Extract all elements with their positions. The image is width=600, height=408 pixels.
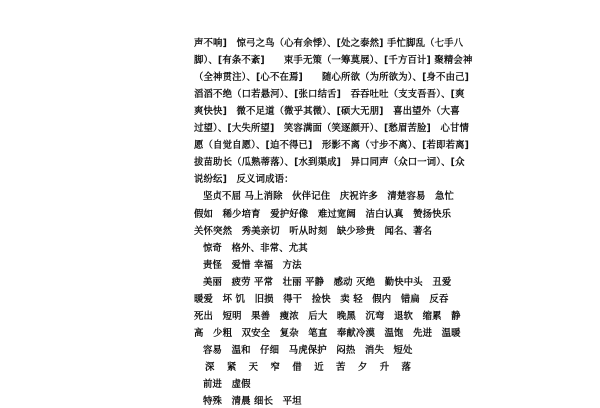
text-line: 前进 虚假 — [203, 379, 251, 390]
text-line: 坚贞不屈 马上消除 伙伴记住 庆祝许多 清楚容易 急忙 — [203, 191, 455, 203]
text-line: 责怪 爱惜 幸福 方法 — [203, 259, 302, 271]
text-line: 暖爱 坏 饥 旧损 得干 捡快 卖 轻 假内 错扁 反吞 — [194, 293, 449, 305]
text-line: 特殊 清晨 细长 平坦 — [203, 396, 302, 408]
text-line: 滔滔不绝（口若悬河）、[张口结舌] 吞吞吐吐（支支吾吾）、[爽 — [194, 89, 465, 101]
text-line: 脚）、[有条不紊] 束手无策（一筹莫展）、[千方百计] 聚精会神 — [194, 55, 473, 67]
text-line: 惊奇 格外、非常、尤其 — [203, 242, 308, 254]
text-line: 深 紧 天 窄 借 近 苦 夕 升 落 — [205, 361, 416, 373]
text-line: 拔苗助长（瓜熟蒂落）、[水到渠成] 异口同声（众口一词）、[众 — [194, 157, 465, 169]
text-line: 高 少粗 双安全 复杂 笔直 奉献冷漠 温饱 先进 温暖 — [194, 327, 461, 339]
text-line: 死出 短明 果善 瘦浓 后大 晚黑 沉弯 退软 缩累 静 — [194, 310, 461, 322]
text-line: （全神贯注）、[心不在焉] 随心所欲（为所欲为）、[身不由己] — [194, 72, 470, 84]
text-line: 声不响] 惊弓之鸟（心有余悸）、[处之泰然] 手忙脚乱（七手八 — [194, 38, 464, 49]
text-line: 美丽 疲劳 平常 壮丽 平静 感动 灭绝 勤快中头 丑爱 — [203, 276, 452, 288]
text-line: 关怀突然 秀美亲切 听从时刻 缺少珍贵 闻名、著名 — [194, 225, 433, 237]
text-line: 爽快快] 微不足道（微乎其微）、[硕大无朋] 喜出望外（大喜 — [194, 106, 460, 118]
text-line: 容易 温和 仔细 马虎保护 闷热 消失 短处 — [203, 344, 413, 356]
text-line: 愿（自觉自愿）、[迫不得已] 形影不离（寸步不离）、[若即若离] — [194, 140, 470, 152]
text-line: 过望）、[大失所望] 笑容满面（笑逐颜开）、[愁眉苦脸] 心甘情 — [194, 123, 470, 135]
text-line: 说纷纭] 反义词成语： — [194, 174, 294, 186]
text-line: 假如 稀少培育 爱护好像 难过宽阔 洁白认真 赞扬快乐 — [194, 208, 452, 220]
